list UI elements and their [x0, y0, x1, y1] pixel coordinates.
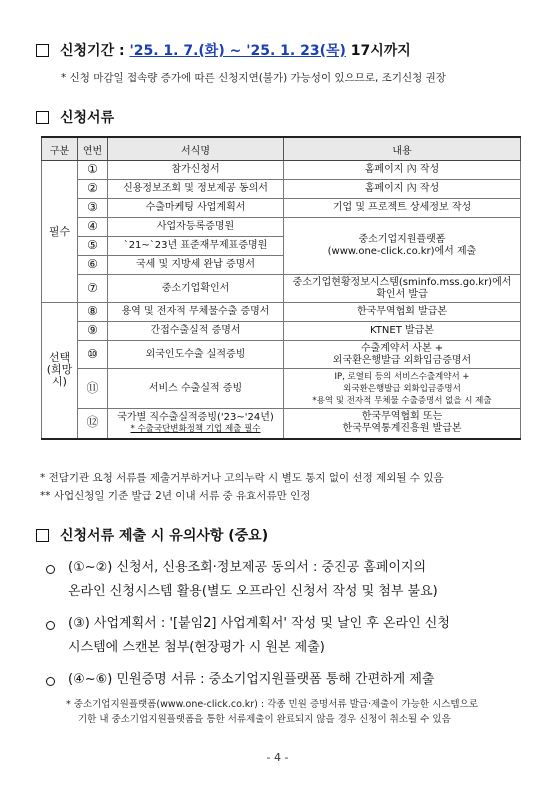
caution-title: 신청서류 제출 시 유의사항 (중요) — [60, 528, 269, 544]
section-period-heading — [36, 40, 411, 60]
row-number: ② — [87, 181, 98, 195]
form-name: 수출마케팅 사업계획서 — [108, 199, 284, 218]
group-optional: 선택 (희망시) — [42, 303, 78, 439]
form-content: KTNET 발급본 — [284, 322, 521, 341]
documents-table — [41, 136, 521, 440]
documents-note-1: * 전담기관 요청 서류를 제출거부하거나 고의누락 시 별도 통지 없이 선정 제외될 수 있음 — [40, 472, 444, 484]
row-number: ⑩ — [87, 346, 98, 361]
period-dates — [129, 40, 345, 60]
row-number: ⑧ — [87, 304, 98, 318]
row-number: ⑥ — [87, 257, 98, 271]
form-name-note: * 수출국단변화정책 기업 제출 필수 — [130, 424, 261, 435]
form-name: 신용정보조회 및 정보제공 동의서 — [108, 180, 284, 199]
row-number: ⑦ — [87, 280, 98, 295]
row-number: ⑫ — [86, 415, 99, 430]
caution-item-2-line-1: (③) 사업계획서 : '[붙임2] 사업계획서' 작성 및 날인 후 온라인 신청 — [68, 616, 450, 631]
form-content: 수출계약서 사본 + 외국환은행발급 외화입금증명서 — [284, 341, 521, 369]
row-number: ① — [87, 162, 98, 176]
row-number: ⑨ — [87, 323, 98, 337]
circle-bullet-icon — [46, 565, 55, 574]
col-header-content: 내용 — [284, 137, 521, 161]
caution-item-2-line-2: 시스템에 스캔본 첨부(현장평가 시 원본 제출) — [68, 640, 325, 655]
form-name: 참가신청서 — [108, 161, 284, 180]
group-required: 필수 — [42, 161, 78, 303]
period-label: 신청기간 : — [60, 43, 125, 59]
period-deadline: 17시까지 — [350, 43, 411, 59]
section-documents-heading — [36, 107, 114, 127]
caution-item-1-line-2: 온라인 신청시스템 활용(별도 오프라인 신청서 작성 및 첨부 불요) — [68, 584, 438, 599]
documents-note-2: ** 사업신청일 기준 발급 2년 이내 서류 중 유효서류만 인정 — [40, 490, 311, 502]
form-content: IP, 로열티 등의 서비스수출계약서 + 외국환은행발급 외화입금증명서 *용역 및 전자적 무체물 수출증명서 없을 시 제출 — [284, 369, 521, 409]
circle-bullet-icon — [46, 677, 55, 686]
col-header-number: 연번 — [78, 137, 108, 161]
row-number: ⑤ — [87, 238, 98, 252]
row-number: ③ — [87, 200, 98, 214]
form-content: 중소기업지원플랫폼 (www.one-click.co.kr)에서 제출 — [284, 218, 521, 275]
form-name-cell — [108, 409, 284, 439]
form-name: 간접수출실적 증명서 — [108, 322, 284, 341]
form-name: 서비스 수출실적 증빙 — [108, 369, 284, 409]
form-name: 중소기업확인서 — [108, 275, 284, 303]
form-content: 기업 및 프로젝트 상세정보 작성 — [284, 199, 521, 218]
checkbox-square-icon — [36, 44, 49, 57]
row-number: ④ — [87, 219, 98, 233]
period-note: * 신청 마감일 접속량 증가에 따른 신청지연(불가) 가능성이 있으므로, 조기신청 권장 — [61, 72, 446, 84]
form-name: 사업자등록증명원 — [108, 218, 284, 237]
form-content: 한국무역협회 또는 한국무역통계진흥원 발급본 — [284, 409, 521, 439]
form-name: 외국인도수출 실적증빙 — [108, 341, 284, 369]
checkbox-square-icon — [36, 529, 49, 542]
form-content: 중소기업현황정보시스템(sminfo.mss.go.kr)에서 확인서 발급 — [284, 275, 521, 303]
caution-item-1-line-1: (①~②) 신청서, 신용조회·정보제공 동의서 : 중진공 홈페이지의 — [68, 560, 427, 575]
form-content: 홈페이지 內 작성 — [284, 180, 521, 199]
caution-item-3-line-1: (④~⑥) 민원증명 서류 : 중소기업지원플랫폼 통해 간편하게 제출 — [68, 672, 435, 687]
circle-bullet-icon — [46, 621, 55, 630]
period-range: '25. 1. 7.(화) ~ '25. 1. 23(목) — [129, 43, 346, 59]
documents-title: 신청서류 — [60, 110, 115, 126]
form-content: 한국무역협회 발급본 — [284, 303, 521, 322]
form-name: 용역 및 전자적 무체물수출 증명서 — [108, 303, 284, 322]
form-name: `21~`23년 표준재무제표증명원 — [108, 237, 284, 256]
caution-note-line-2: 기한 내 중소기업지원플랫폼을 통한 서류제출이 완료되지 않을 경우 신청이 취소될 수 있음 — [78, 714, 451, 725]
form-name: 국가별 직수출실적증빙('23~'24년) — [117, 412, 274, 424]
col-header-category: 구분 — [42, 137, 78, 161]
caution-note-line-1: * 중소기업지원플랫폼(www.one-click.co.kr) : 각종 민원 증명서류 발급·제출이 가능한 시스템으로 — [66, 699, 478, 710]
row-number: ⑪ — [86, 380, 99, 395]
checkbox-square-icon — [36, 111, 49, 124]
col-header-form: 서식명 — [108, 137, 284, 161]
page-number: - 4 - — [266, 751, 289, 764]
form-content: 홈페이지 內 작성 — [284, 161, 521, 180]
section-caution-heading — [36, 525, 268, 545]
form-name: 국세 및 지방세 완납 증명서 — [108, 256, 284, 275]
